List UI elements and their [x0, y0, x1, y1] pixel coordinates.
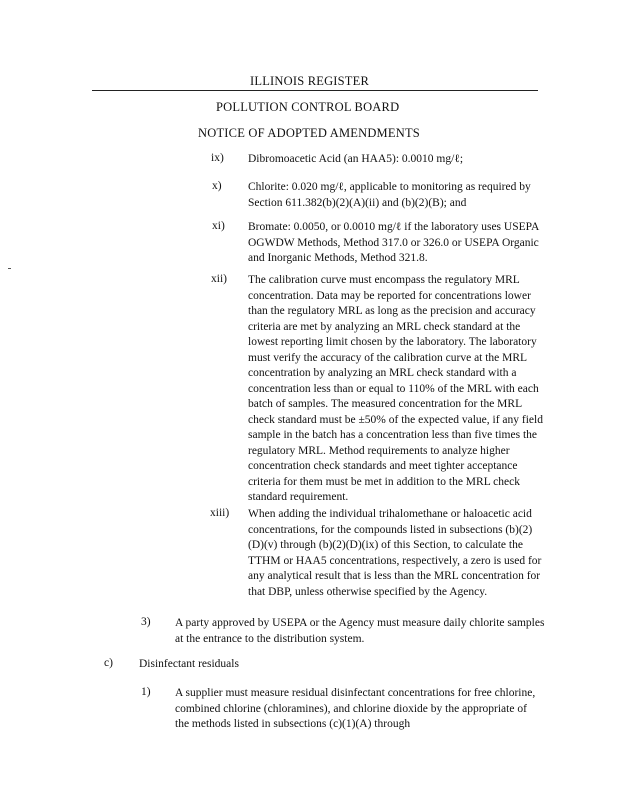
item-label-xiii: xiii)	[210, 507, 230, 519]
item-label-1: 1)	[141, 686, 151, 698]
item-label-x: x)	[212, 180, 222, 192]
section-heading-c: Disinfectant residuals	[139, 658, 239, 670]
margin-mark	[8, 268, 11, 269]
item-label-3: 3)	[141, 616, 151, 628]
item-text-xi: Bromate: 0.0050, or 0.0010 mg/ℓ if the laboratory uses USEPA OGWDW Methods, Method 317.0 or 326.0 or USEPA Organic and Inorganic Methods, Method 321.8.	[248, 221, 539, 264]
item-label-xii: xii)	[211, 273, 227, 285]
notice-title: NOTICE OF ADOPTED AMENDMENTS	[198, 126, 420, 140]
item-text-x: Chlorite: 0.020 mg/ℓ, applicable to monitoring as required by Section 611.382(b)(2)(A)(ii) and (b)(2)(B); and	[248, 181, 531, 209]
item-text-1: A supplier must measure residual disinfectant concentrations for free chlorine, combined chlorine (chloramines), and chlorine dioxide by the appropriate of the methods listed in subsections (c)(1)(A) through	[175, 687, 536, 730]
item-text-3: A party approved by USEPA or the Agency must measure daily chlorite samples at the entrance to the distribution system.	[175, 617, 545, 645]
item-text-xii: The calibration curve must encompass the regulatory MRL concentration. Data may be reported for concentrations lower than the regulatory MRL as long as the precision and accuracy criteria are met by analyzing an MRL check standard at the lowest reporting limit chosen by the laboratory. The laboratory must verify the accuracy of the calibration curve at the MRL concentration by analyzing an MRL check standard with a concentration less than or equal to 110% of the MRL with each batch of samples. The measured concentration for the MRL check standard must be ±50% of the expected value, if any field sample in the batch has a concentration less than five times the regulatory MRL. Method requirements to analyze higher concentration check standards and meet tighter acceptance criteria for them must be met in addition to the MRL check standard requirement.	[248, 274, 543, 503]
item-text-xiii: When adding the individual trihalomethane or haloacetic acid concentrations, for the compounds listed in subsections (b)(2)(D)(v) through (b)(2)(D)(ix) of this Section, to calculate the TTHM or HAA5 concentrations, respectively, a zero is used for any analytical result that is less than the MRL concentration for that DBP, unless otherwise specified by the Agency.	[248, 508, 542, 598]
section-label-c: c)	[104, 657, 113, 669]
item-text-ix: Dibromoacetic Acid (an HAA5): 0.0010 mg/ℓ;	[248, 153, 464, 165]
item-label-ix: ix)	[211, 152, 224, 164]
register-title: ILLINOIS REGISTER	[250, 74, 370, 88]
board-title: POLLUTION CONTROL BOARD	[216, 100, 400, 114]
item-label-xi: xi)	[212, 220, 225, 232]
header-rule	[92, 90, 538, 91]
